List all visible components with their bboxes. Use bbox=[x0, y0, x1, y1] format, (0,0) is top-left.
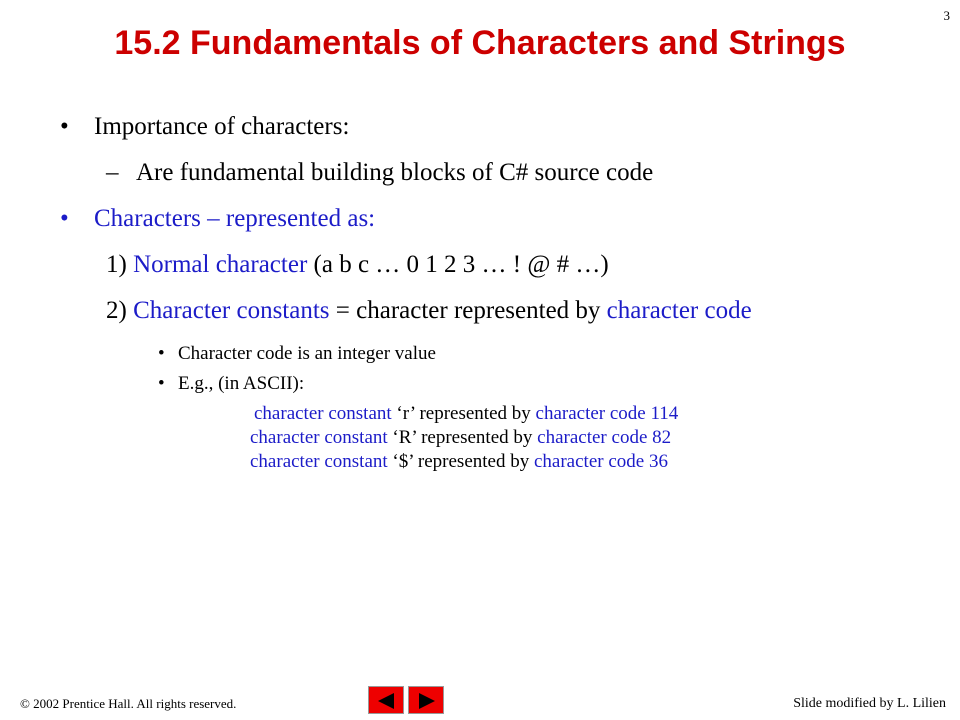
dash-marker: – bbox=[106, 159, 119, 186]
bullet-dot: • bbox=[158, 373, 165, 394]
slide-body bbox=[60, 112, 940, 474]
item1-term: Normal character bbox=[133, 251, 308, 278]
item1-rest: (a b c … 0 1 2 3 … ! @ # …) bbox=[307, 251, 609, 278]
sub-bullet-fundamental-text: Are fundamental building blocks of C# source code bbox=[136, 159, 654, 186]
example-constant: character constant bbox=[250, 451, 388, 472]
item2-term2: character code bbox=[606, 297, 752, 324]
example-code: character code 36 bbox=[533, 451, 668, 472]
item2-middle: = character represented by bbox=[329, 297, 607, 324]
bullet-importance bbox=[60, 112, 940, 142]
bullet-characters bbox=[60, 204, 940, 234]
bullet-importance-text: Importance of characters: bbox=[94, 113, 350, 140]
bullet-dot: • bbox=[158, 343, 165, 364]
right-triangle-icon bbox=[419, 693, 435, 709]
item-normal-character bbox=[60, 250, 940, 280]
left-triangle-icon bbox=[378, 693, 394, 709]
slide-modified-by: Slide modified by L. Lilien bbox=[793, 696, 946, 711]
example-constant: character constant bbox=[250, 427, 388, 448]
sub-bullet-integer bbox=[60, 342, 940, 366]
bullet-dot: • bbox=[60, 113, 69, 140]
slide-title: 15.2 Fundamentals of Characters and Strings bbox=[114, 24, 846, 62]
sub-bullet-integer-text: Character code is an integer value bbox=[178, 343, 436, 364]
item-character-constants bbox=[60, 296, 940, 326]
copyright-icon: © bbox=[20, 696, 30, 711]
example-line bbox=[60, 402, 940, 426]
example-line bbox=[60, 450, 940, 474]
item2-prefix: 2) bbox=[106, 297, 134, 324]
bullet-dot: • bbox=[60, 205, 69, 232]
bullet-characters-text: Characters – represented as: bbox=[94, 205, 376, 232]
next-slide-button[interactable] bbox=[408, 686, 444, 714]
sub-bullet-fundamental bbox=[60, 158, 940, 188]
example-code: character code 114 bbox=[535, 403, 679, 424]
previous-slide-button[interactable] bbox=[368, 686, 404, 714]
page-number: 3 bbox=[943, 8, 950, 23]
example-middle: ‘R’ represented by bbox=[387, 427, 538, 448]
example-constant: character constant bbox=[254, 403, 392, 424]
sub-bullet-example bbox=[60, 372, 940, 396]
item1-prefix: 1) bbox=[106, 251, 134, 278]
copyright-text: 2002 Prentice Hall. All rights reserved. bbox=[29, 696, 237, 711]
example-line bbox=[60, 426, 940, 450]
example-code: character code 82 bbox=[537, 427, 672, 448]
copyright-notice bbox=[20, 696, 236, 712]
example-middle: ‘r’ represented by bbox=[391, 403, 536, 424]
item2-term1: Character constants bbox=[133, 297, 330, 324]
sub-bullet-example-text: E.g., (in ASCII): bbox=[178, 373, 305, 394]
example-middle: ‘$’ represented by bbox=[387, 451, 534, 472]
slide-navigation bbox=[368, 686, 444, 714]
